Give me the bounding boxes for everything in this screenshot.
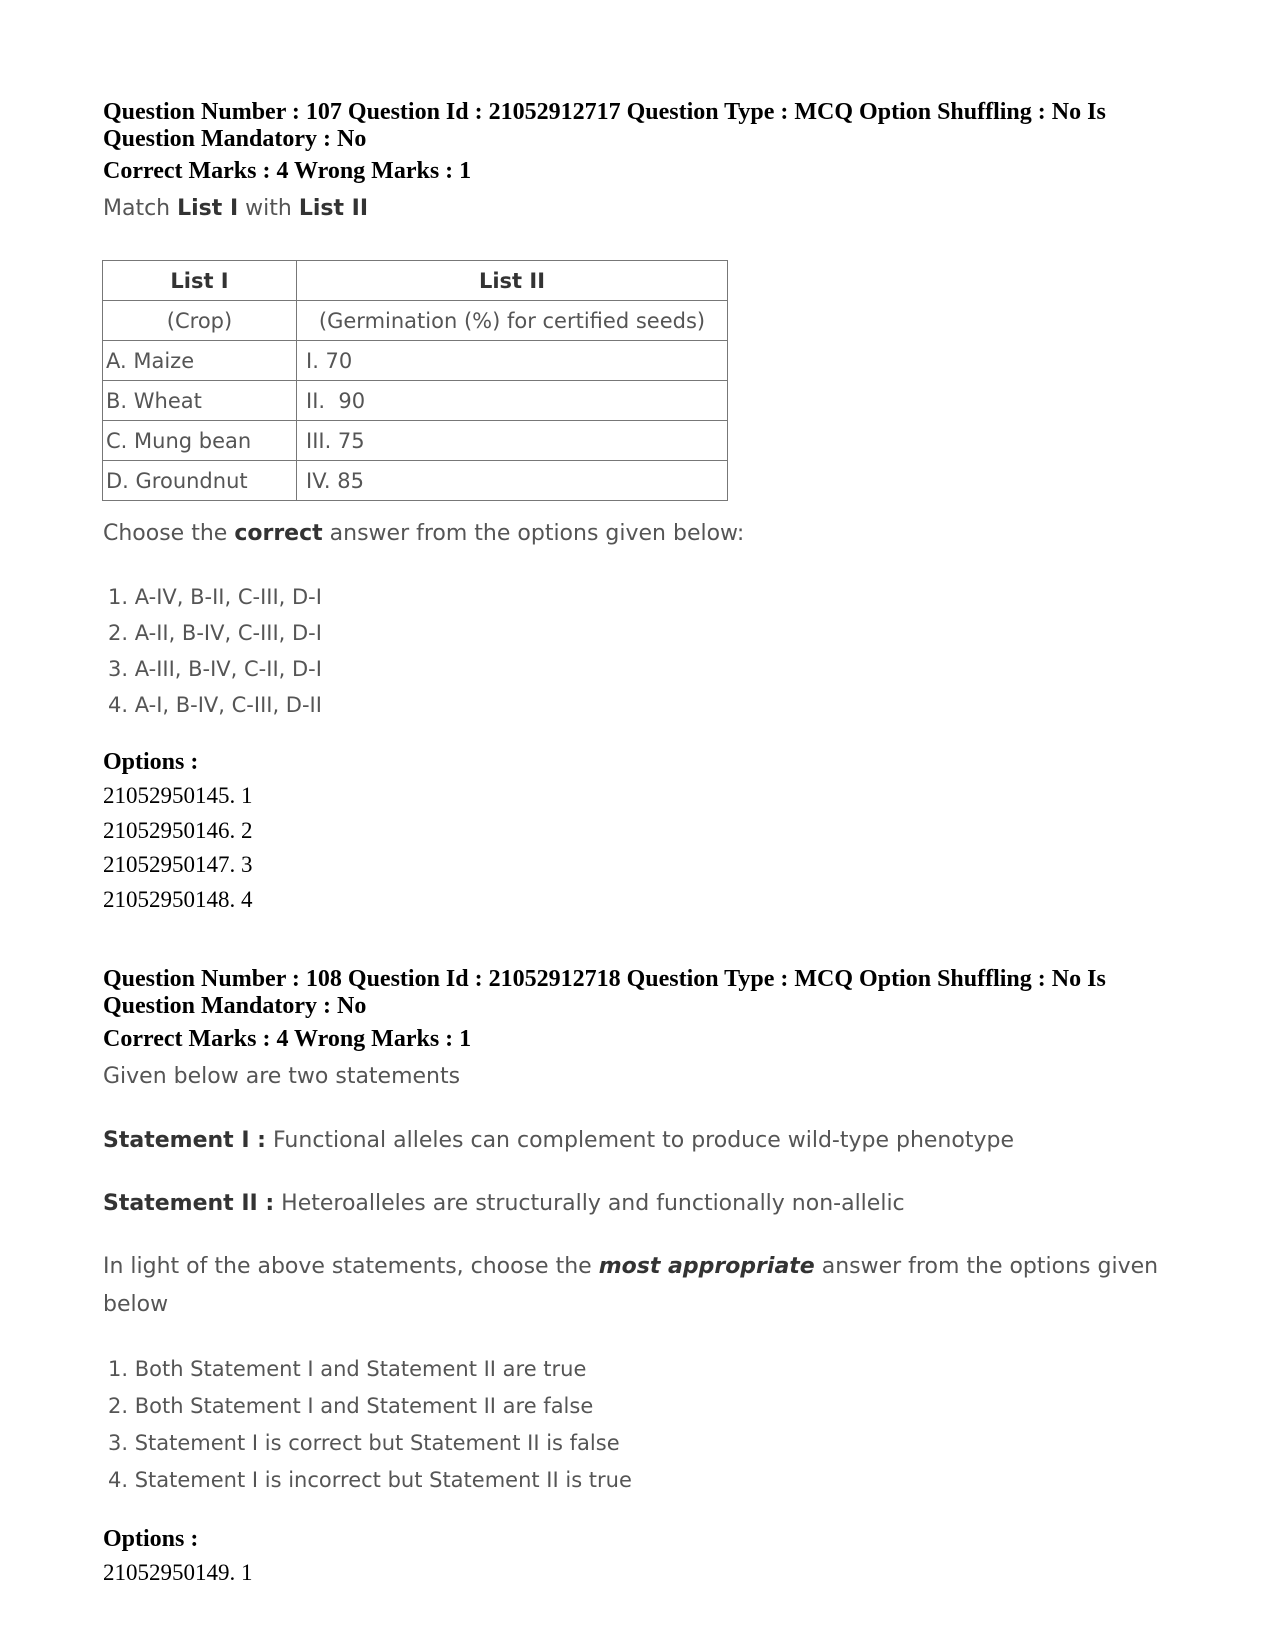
intro-list2: List II: [298, 196, 369, 221]
statement-1-text: Functional alleles can complement to produce wild-type phenotype: [265, 1128, 1014, 1153]
question-107-choice-2: 2. A-II, B-IV, C-III, D-I: [108, 621, 322, 645]
choose-bold: correct: [234, 521, 323, 546]
table-row: [103, 381, 728, 421]
question-107-option-2: 21052950146. 2: [103, 818, 253, 843]
question-108-choice-1: 1. Both Statement I and Statement II are true: [108, 1357, 587, 1381]
intro-list1: List I: [177, 196, 239, 221]
choose-suffix: answer from the options given below:: [322, 521, 745, 546]
question-107-option-4: 21052950148. 4: [103, 887, 253, 912]
question-108-choice-2: 2. Both Statement I and Statement II are false: [108, 1394, 594, 1418]
question-108-instruction: [103, 1254, 1158, 1280]
question-108-header-line2: Question Mandatory : No: [103, 993, 367, 1019]
instruction-suffix: answer from the options given: [814, 1254, 1159, 1279]
table-cell: III. 75: [297, 421, 728, 461]
table-cell: II. 90: [297, 381, 728, 421]
question-107-choose-text: [103, 521, 744, 547]
table-sub-crop: (Crop): [103, 301, 297, 341]
question-108-instruction-line2: below: [103, 1292, 169, 1317]
question-108-statement-2: [103, 1191, 905, 1217]
match-table: [102, 260, 728, 501]
question-107-intro: [103, 196, 368, 222]
question-107-choice-1: 1. A-IV, B-II, C-III, D-I: [108, 585, 322, 609]
instruction-bold: most appropriate: [598, 1254, 815, 1279]
question-108-options-label: Options :: [103, 1526, 199, 1552]
intro-prefix: Match: [103, 196, 178, 221]
table-cell: D. Groundnut: [103, 461, 297, 501]
question-107-choice-4: 4. A-I, B-IV, C-III, D-II: [108, 693, 322, 717]
table-cell: C. Mung bean: [103, 421, 297, 461]
table-row: [103, 341, 728, 381]
question-108-statement-1: [103, 1128, 1014, 1154]
question-107-option-1: 21052950145. 1: [103, 783, 253, 808]
question-107-header-line2: Question Mandatory : No: [103, 126, 367, 152]
question-108-choice-4: 4. Statement I is incorrect but Statement II is true: [108, 1468, 632, 1492]
table-cell: IV. 85: [297, 461, 728, 501]
intro-mid: with: [238, 196, 299, 221]
question-108-intro: Given below are two statements: [103, 1064, 461, 1089]
statement-2-label: Statement II :: [103, 1191, 275, 1216]
table-head-list2: List II: [297, 261, 728, 301]
instruction-prefix: In light of the above statements, choose the: [103, 1254, 599, 1279]
question-107-marks: Correct Marks : 4 Wrong Marks : 1: [103, 158, 472, 184]
choose-prefix: Choose the: [103, 521, 235, 546]
question-107-option-3: 21052950147. 3: [103, 852, 253, 877]
table-sub-germination: (Germination (%) for certified seeds): [297, 301, 728, 341]
table-header-row: [103, 261, 728, 301]
table-subheader-row: [103, 301, 728, 341]
table-head-list1: List I: [103, 261, 297, 301]
table-cell: A. Maize: [103, 341, 297, 381]
statement-1-label: Statement I :: [103, 1128, 266, 1153]
statement-2-text: Heteroalleles are structurally and functionally non-allelic: [274, 1191, 905, 1216]
table-row: [103, 461, 728, 501]
question-107-header-line1: Question Number : 107 Question Id : 21052912717 Question Type : MCQ Option Shuffling : No Is: [103, 99, 1106, 125]
table-cell: I. 70: [297, 341, 728, 381]
table-row: [103, 421, 728, 461]
question-108-choice-3: 3. Statement I is correct but Statement II is false: [108, 1431, 620, 1455]
question-107-options-label: Options :: [103, 749, 199, 775]
question-108-option-1: 21052950149. 1: [103, 1560, 253, 1585]
question-108-header-line1: Question Number : 108 Question Id : 21052912718 Question Type : MCQ Option Shuffling : No Is: [103, 966, 1106, 992]
question-108-marks: Correct Marks : 4 Wrong Marks : 1: [103, 1026, 472, 1052]
question-107-choice-3: 3. A-III, B-IV, C-II, D-I: [108, 657, 322, 681]
table-cell: B. Wheat: [103, 381, 297, 421]
